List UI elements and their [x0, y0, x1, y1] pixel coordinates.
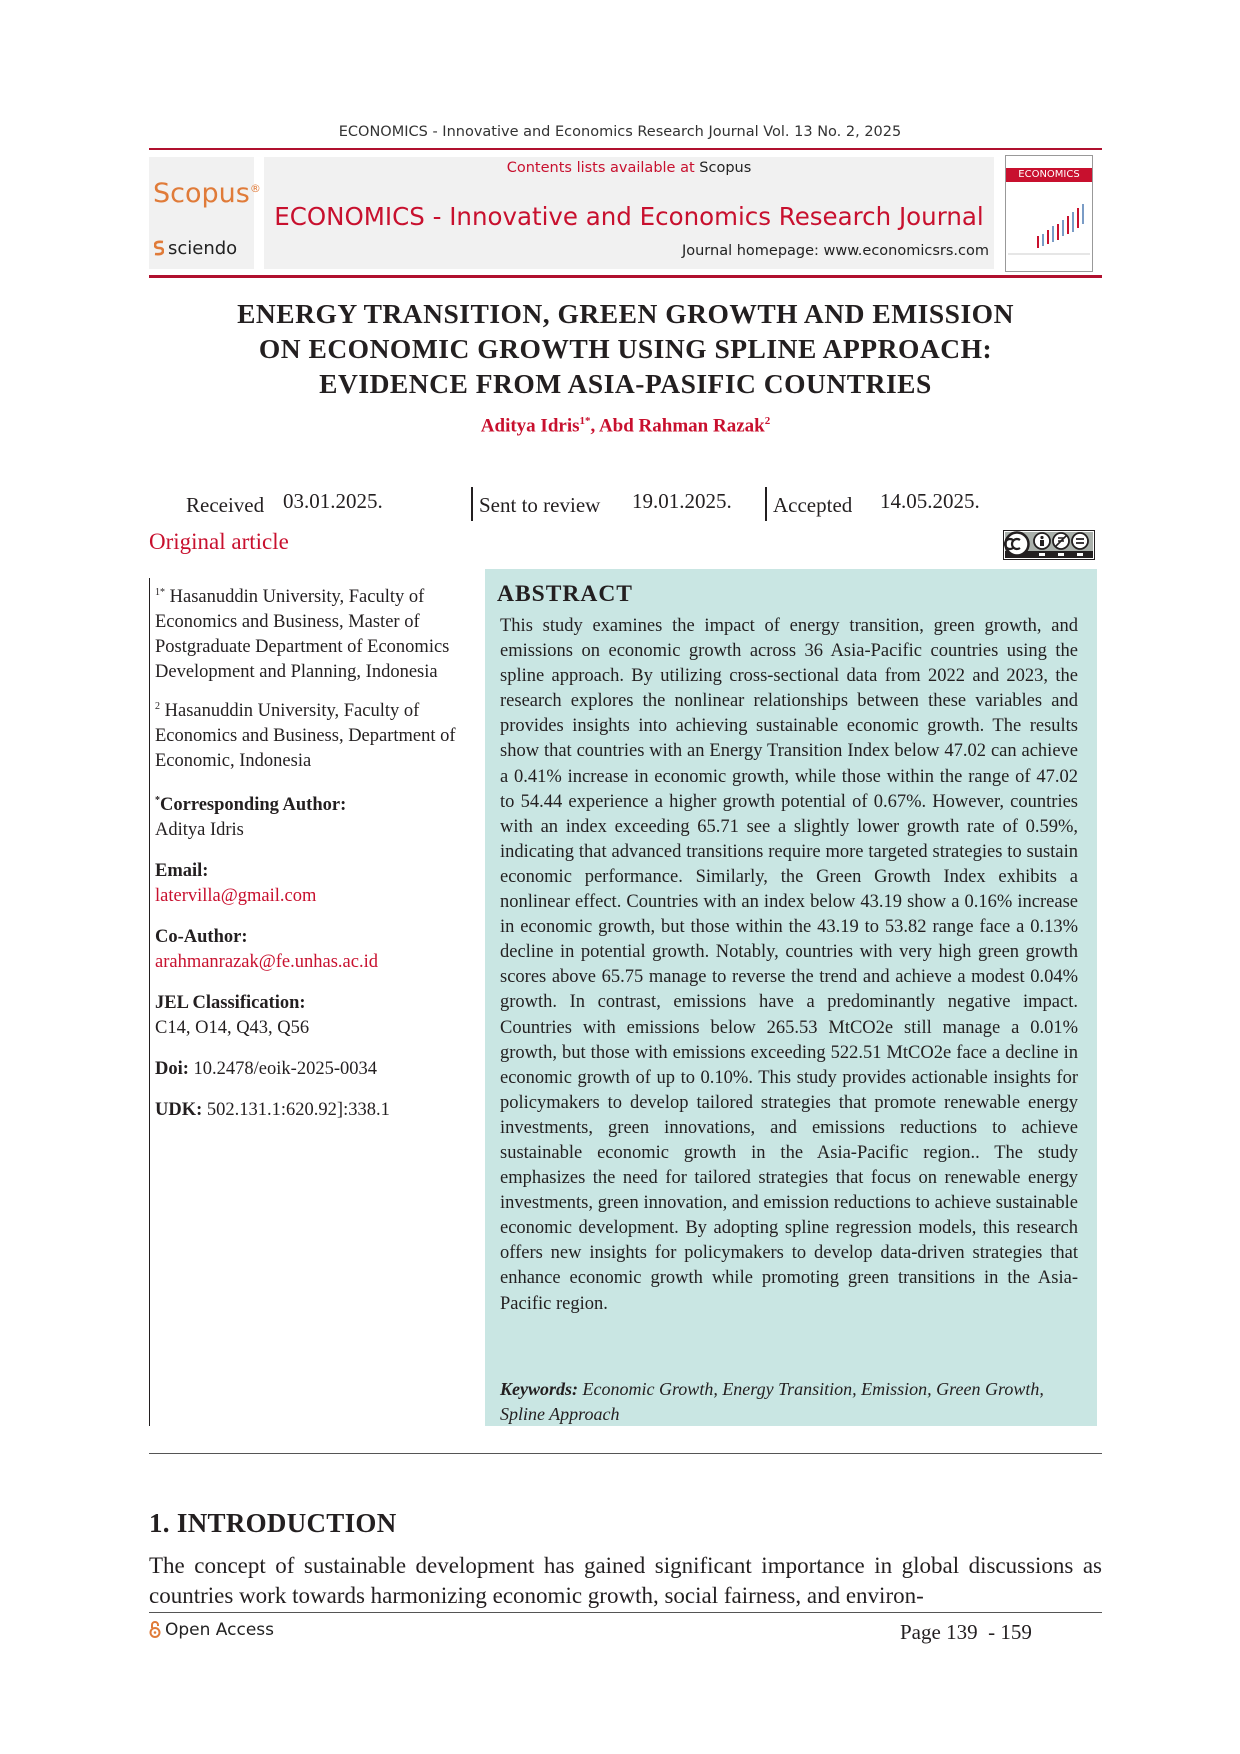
affiliation-2: $^2$ Hasanuddin University, Faculty of Economics and Business, Department of Economic, Indonesia — [155, 701, 456, 772]
header-rule-bottom — [149, 275, 1102, 278]
open-access-label: Open Access — [149, 1620, 274, 1640]
author-list: Aditya Idris$^{1*}$, Abd Rahman Razak$^2$ — [480, 415, 771, 437]
author-name: Aditya Idris — [480, 415, 580, 437]
doi: Doi: 10.2478/eoik-2025-0034 — [155, 1059, 377, 1080]
date-divider — [765, 487, 767, 521]
abstract-text: This study examines the impact of energy transition, green growth, and emissions on economic growth across 36 Asia-Pacific countries using the spline approach. By utilizing cross-sectional data from 2022 and 2023, the research explores the nonlinear relationships between these variables and provides insights into achieving sustainable economic growth. The results show that countries with an Energy Transition Index below 47.02 can achieve a 0.41% increase in economic growth, while those within the range of 47.02 to 54.44 experience a higher growth potential of 0.67%. However, countries with an index exceeding 65.71 see a slightly lower growth rate of 0.59%, indicating that advanced transitions require more targeted strategies to sustain economic performance. Similarly, the Green Growth Index exhibits a nonlinear effect. Countries with an index below 43.19 show a 0.16% increase in economic growth, but those within the 43.19 to 53.82 range face a 0.13% decline in potential growth. Notably, countries with very high green growth scores above 65.75 manage to reverse the trend and achieve a modest 0.04% growth. In contrast, emissions have a predominantly negative impact. Countries with emissions below 265.53 MtCO2e still manage a 0.01% growth, but those with emissions exceeding 522.51 MtCO2e face a decline in economic growth of up to 0.10%. This study provides actionable insights for policymakers to develop tailored strategies that promote renewable energy investments, green innovations, and emissions reductions to achieve sustainable economic growth in the Asia-Pacific region.. The study emphasizes the need for tailored strategies that focus on renewable energy investments, green innovation, and emission reductions to achieve sustainable economic development. By adopting spline regression models, this research offers new insights for policymakers to develop data-driven strategies that enhance economic growth while promoting green transitions in the Asia-Pacific region. — [500, 616, 1078, 1314]
udk: UDK: 502.131.1:620.92]:338.1 — [155, 1100, 390, 1121]
sciendo-logo: sciendo — [154, 238, 237, 259]
affiliation-1: $^{1*}$ Hasanuddin University, Faculty of Economics and Business, Master of Postgraduate Department of Economics Development and Planning, Indonesia — [155, 587, 450, 683]
journal-banner-title: ECONOMICS - Innovative and Economics Research Journal — [274, 202, 984, 231]
open-access-lock-icon — [149, 1620, 161, 1638]
sciendo-icon — [154, 240, 164, 256]
contents-available-line: Contents lists available at Scopus — [506, 160, 752, 176]
coauthor-email-link[interactable]: arahmanrazak@fe.unhas.ac.id — [155, 952, 378, 973]
cover-label: ECONOMICS — [1006, 168, 1092, 182]
review-date: 19.01.2025. — [632, 489, 732, 513]
introduction-text: The concept of sustainable development has gained significant importance in global discussions as countries work towards harmonizing economic growth, social fairness, and environ- — [149, 1553, 1102, 1608]
page-range: Page 139 - 159 — [900, 1620, 1032, 1644]
running-header: ECONOMICS - Innovative and Economics Research Journal Vol. 13 No. 2, 2025 — [338, 124, 902, 140]
corresponding-author: *Corresponding Author: Aditya Idris — [155, 795, 347, 841]
cover-chart-graphic — [1008, 186, 1090, 266]
footer-rule — [149, 1612, 1102, 1613]
accepted-label: Accepted — [773, 493, 853, 517]
paper-title: ENERGY TRANSITION, GREEN GROWTH AND EMISSION ON ECONOMIC GROWTH USING SPLINE APPROACH: EVIDENCE FROM ASIA-PASIFIC COUNTRIES — [237, 298, 1014, 399]
article-type: Original article — [149, 529, 289, 554]
author-name: Abd Rahman Razak — [598, 415, 765, 437]
author-email: Email: latervilla@gmail.com — [155, 861, 317, 907]
date-divider — [471, 487, 473, 521]
affiliation-column-rule — [149, 578, 150, 1426]
keywords: Keywords: Economic Growth, Energy Transition, Emission, Green Growth, Spline Approach — [500, 1379, 1044, 1424]
contents-source: Scopus — [699, 160, 752, 176]
author-email-link[interactable]: latervilla@gmail.com — [155, 886, 317, 907]
journal-cover-thumbnail — [1005, 155, 1093, 272]
creative-commons-license-icon — [1003, 530, 1095, 560]
received-date: 03.01.2025. — [283, 489, 383, 513]
jel-classification: JEL Classification: C14, O14, Q43, Q56 — [155, 993, 310, 1039]
received-label: Received — [186, 493, 265, 517]
affiliation-column — [155, 580, 485, 1132]
coauthor-email: Co-Author: arahmanrazak@fe.unhas.ac.id — [155, 927, 378, 973]
journal-homepage: Journal homepage: www.economicsrs.com — [681, 243, 989, 259]
scopus-logo: Scopus® — [153, 178, 261, 209]
review-label: Sent to review — [479, 493, 601, 517]
accepted-date: 14.05.2025. — [880, 489, 980, 513]
header-rule-top — [149, 148, 1102, 150]
front-matter-rule — [149, 1453, 1102, 1454]
section-heading-introduction: 1. INTRODUCTION — [149, 1508, 397, 1538]
abstract-heading: ABSTRACT — [497, 581, 633, 607]
